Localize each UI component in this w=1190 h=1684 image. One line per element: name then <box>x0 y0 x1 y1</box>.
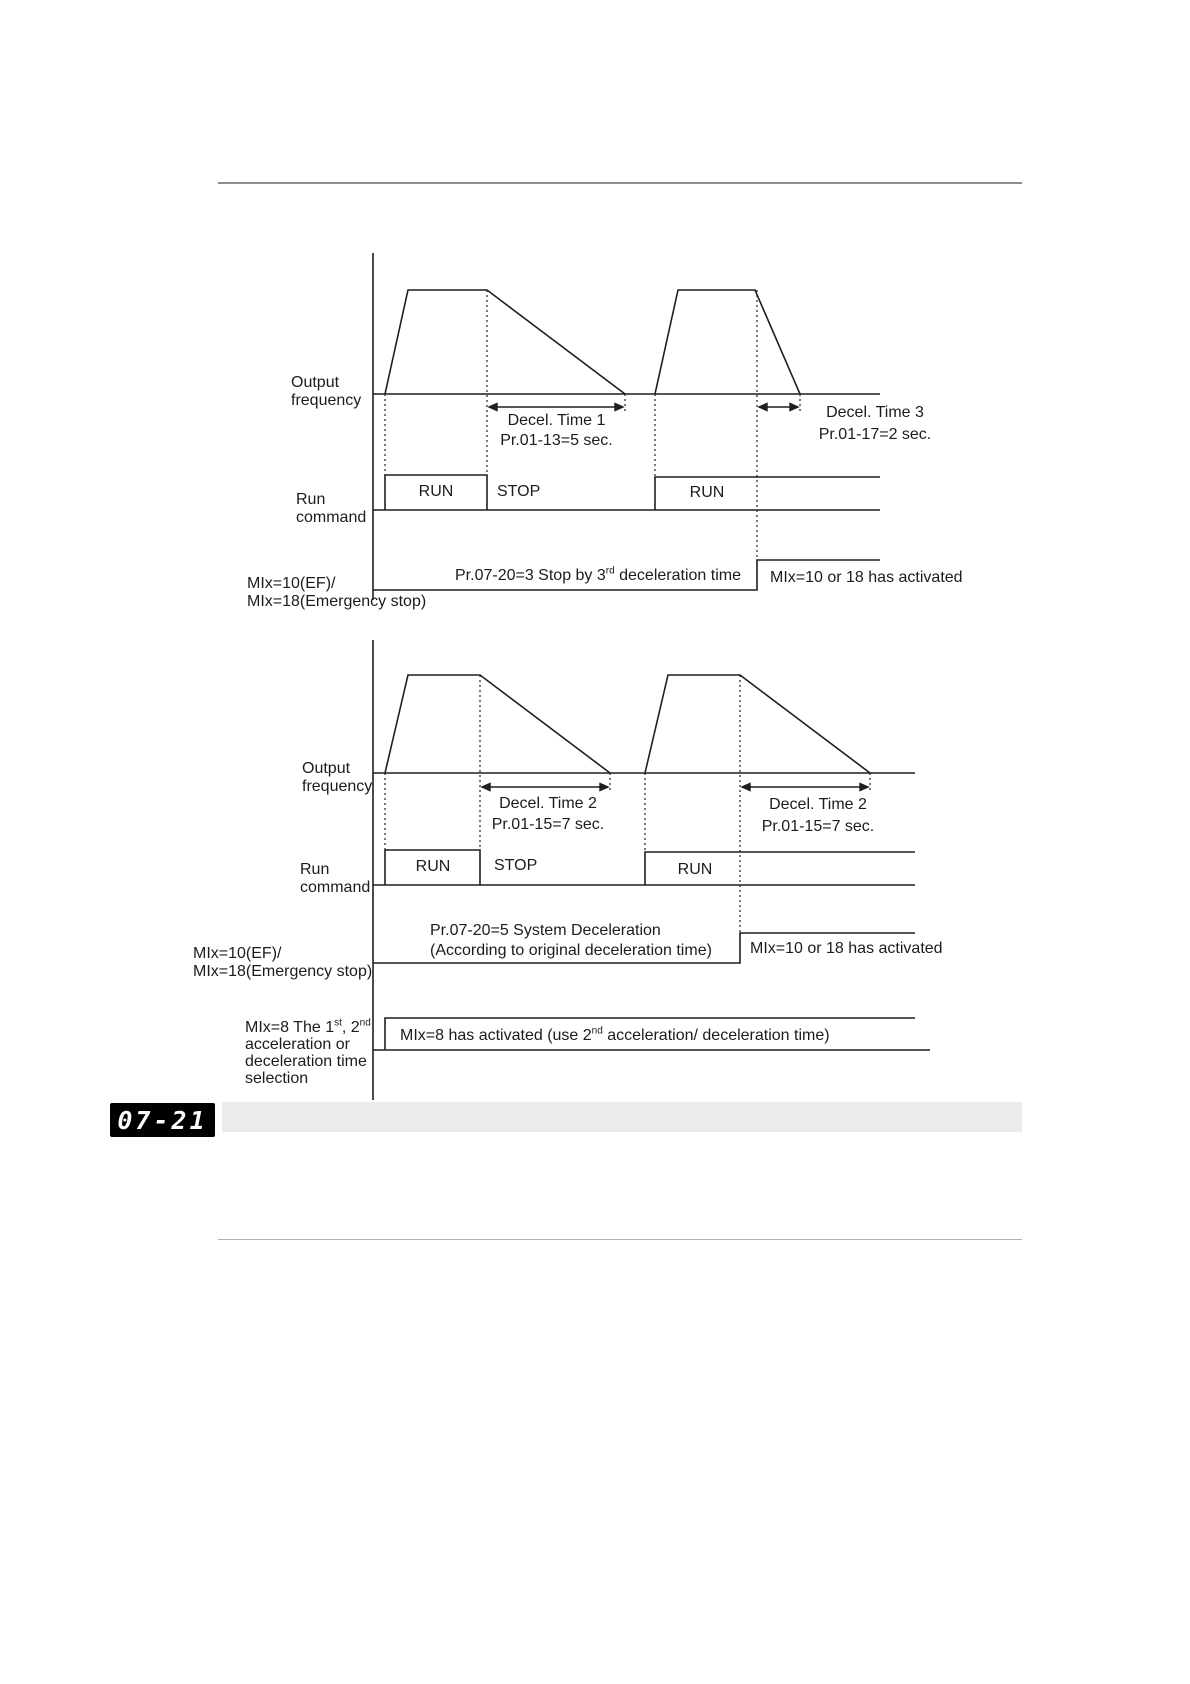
d2-decel-time-2-left-title: Decel. Time 2 <box>499 795 597 812</box>
d2-run-command-label-line1: Run <box>300 861 330 878</box>
d1-output-frequency-label-line1: Output <box>291 374 340 391</box>
d1-mix-signal-label <box>247 575 426 611</box>
d1-decel-time-3-title: Decel. Time 3 <box>826 404 924 421</box>
d2-run-command-label <box>300 861 370 897</box>
d2-mix8-label-l1a: MIx=8 The 1 <box>245 1019 335 1036</box>
d1-mix-signal-label-line1: MIx=10(EF)/ <box>247 575 336 592</box>
d2-mix8-activated-text-b: acceleration/ deceleration time) <box>602 1027 830 1044</box>
d2-decel-time-2-right-value: Pr.01-15=7 sec. <box>761 818 875 835</box>
d1-decel-time-1-title: Decel. Time 1 <box>507 412 606 429</box>
d2-mix8-signal-label <box>245 1019 371 1087</box>
d1-pr-setting-text-b: deceleration time <box>614 567 741 584</box>
d2-pr-setting-text-line2: (According to original deceleration time) <box>430 942 712 959</box>
d2-arrowhead <box>860 784 868 791</box>
d2-mix8-activated-sup: nd <box>591 1025 603 1037</box>
d1-pr-setting-text <box>455 567 741 585</box>
d1-output-waveform-2 <box>655 290 800 394</box>
d1-mix-activated-text: MIx=10 or 18 has activated <box>770 569 963 586</box>
diagram2-decel-arrows <box>482 784 868 791</box>
d2-mix8-label-l1b: , 2 <box>341 1019 360 1036</box>
bottom-divider <box>218 1239 1022 1240</box>
d2-mix10-signal-label-line1: MIx=10(EF)/ <box>193 945 282 962</box>
diagram1-decel-arrows <box>489 404 798 411</box>
d1-mix-signal-label-line2: MIx=18(Emergency stop) <box>247 593 427 610</box>
parameter-section-bar <box>222 1102 1022 1132</box>
d1-arrowhead <box>489 404 497 411</box>
d1-decel-time-1-value: Pr.01-13=5 sec. <box>500 432 613 449</box>
d2-mix8-label-sup2: nd <box>359 1017 371 1029</box>
d2-arrowhead <box>600 784 608 791</box>
d1-pr-setting-sup: rd <box>605 565 615 577</box>
d2-mix8-signal-label-line3: deceleration time <box>245 1053 367 1070</box>
d1-run2-state: RUN <box>689 484 725 501</box>
d1-pr-setting-text-a: Pr.07-20=3 Stop by 3 <box>455 567 606 584</box>
d2-decel-time-2-left-label <box>483 793 613 835</box>
d1-stop-state: STOP <box>497 483 541 500</box>
d1-arrowhead <box>615 404 623 411</box>
d1-decel-time-1-label <box>488 411 625 451</box>
d2-mix8-signal-label-line2: acceleration or <box>245 1036 350 1053</box>
d2-pr-setting-text-line1: Pr.07-20=5 System Deceleration <box>430 922 661 939</box>
d2-arrowhead <box>482 784 490 791</box>
d1-decel-time-3-label <box>805 402 945 446</box>
d2-pr-setting-text <box>430 921 712 961</box>
d2-output-frequency-label <box>302 760 372 796</box>
d1-output-frequency-label-line2: frequency <box>291 392 362 409</box>
d1-arrowhead <box>759 404 767 411</box>
d2-output-frequency-label-line2: frequency <box>302 778 373 795</box>
d2-mix8-signal-label-line4: selection <box>245 1070 309 1087</box>
d2-decel-time-2-right-label <box>752 794 884 838</box>
diagram1-lines <box>373 253 880 600</box>
d1-run-command-label <box>296 491 366 527</box>
d1-decel-time-3-value: Pr.01-17=2 sec. <box>818 426 932 443</box>
d2-mix10-activated-text: MIx=10 or 18 has activated <box>750 940 943 957</box>
d1-run-command-label-line1: Run <box>296 491 326 508</box>
d2-run-command-label-line2: command <box>300 879 371 896</box>
d1-output-frequency-label <box>291 374 361 410</box>
d1-arrowhead <box>790 404 798 411</box>
d1-run1-state: RUN <box>418 483 454 500</box>
d2-mix8-activated-text <box>400 1027 830 1045</box>
d2-decel-time-2-left-value: Pr.01-15=7 sec. <box>491 816 605 833</box>
d2-output-waveform-2 <box>645 675 870 773</box>
d1-output-waveform-1 <box>385 290 625 394</box>
d2-decel-time-2-right-title: Decel. Time 2 <box>769 796 867 813</box>
d2-mix10-signal-label <box>193 945 372 981</box>
d2-run2-state: RUN <box>677 861 713 878</box>
d2-arrowhead <box>742 784 750 791</box>
d2-stop-state: STOP <box>494 857 538 874</box>
d1-run-command-label-line2: command <box>296 509 367 526</box>
parameter-number-badge: 07-21 <box>110 1103 215 1137</box>
d2-mix8-activated-text-a: MIx=8 has activated (use 2 <box>400 1027 592 1044</box>
d2-mix10-signal-label-line2: MIx=18(Emergency stop) <box>193 963 373 980</box>
d2-output-frequency-label-line1: Output <box>302 760 351 777</box>
d2-run1-state: RUN <box>415 858 451 875</box>
d2-mix8-label-sup1: st <box>334 1017 342 1029</box>
d2-mix8-signal-label-line1 <box>245 1019 371 1036</box>
d2-output-waveform-1 <box>385 675 610 773</box>
